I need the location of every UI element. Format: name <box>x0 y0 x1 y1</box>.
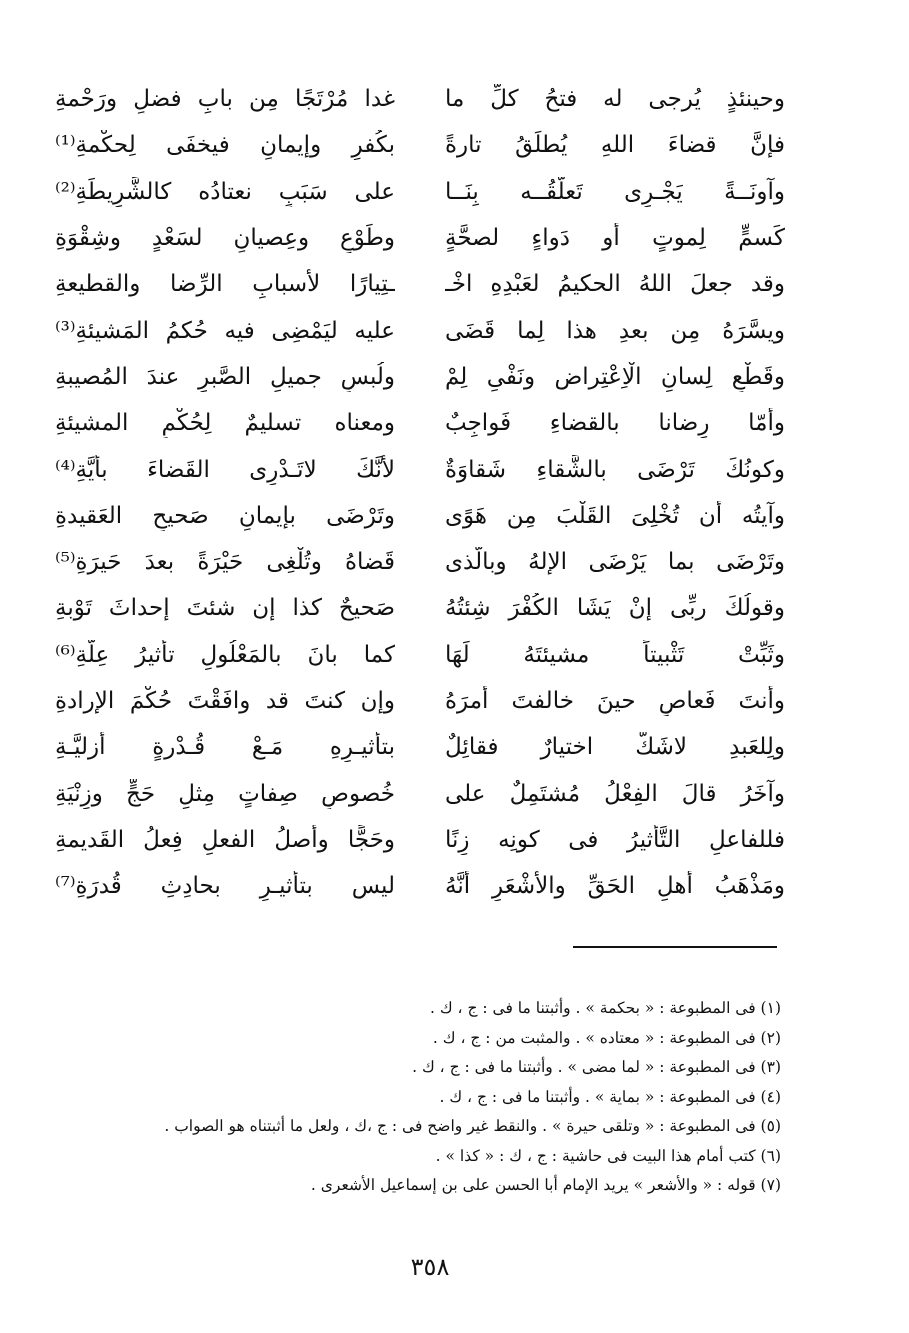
verse-line <box>55 724 785 770</box>
verse-second-hemistich: ولُبسِ جميلِ الصَّبرِ عندَ المُصيبةِ <box>55 363 395 390</box>
footnote: (١) فى المطبوعة : « بحكمة » . وأثبتنا ما فى : ج ، ك . <box>429 999 781 1017</box>
verse-second-hemistich: وحَجًّا وأصلُ الفعلِ فِعلُ القَديمةِ <box>55 826 395 853</box>
verse-second-hemistich: بكُفرٍ وإيمانٍ فيخفَى لِحكْمةِ⁽¹⁾ <box>55 132 395 159</box>
verse-line <box>55 169 785 215</box>
verse-second-hemistich: ـتِيارًا لأسبابِ الرِّضا والقطيعةِ <box>55 271 395 298</box>
verse-line <box>55 307 785 353</box>
verse-first-hemistich: ويسَّرَهُ مِن بعدِ هذا لِما قَضَى <box>445 317 785 344</box>
verse-first-hemistich: وثَبِّتْ تَثْبيتاً مشيئتَهُ لَهَا <box>445 641 785 668</box>
footnote: (٢) فى المطبوعة : « معتاده » . والمثبت من : ج ، ك . <box>432 1028 781 1047</box>
verse-first-hemistich: فإنَّ قضاءَ اللهِ يُطلَقُ تارةً <box>445 132 785 159</box>
verse-second-hemistich: عليه ليَمْضِى فيه حُكمُ المَشيئةِ⁽³⁾ <box>55 317 395 344</box>
verse-first-hemistich: وأمّا رِضانا بالقضاءِ فَواجِبٌ <box>445 410 785 437</box>
verse-first-hemistich: وكونُكَ تَرْضَى بالشَّقاءِ شَقاوَةٌ <box>445 456 785 483</box>
verse-second-hemistich: وطَوْعٍ وعِصيانٍ لسَعْدٍ وشِقْوَةِ <box>55 225 395 252</box>
verse-first-hemistich: وتَرْضَى بما يَرْضَى الإلهُ وبالَّذى <box>445 549 785 576</box>
verse-second-hemistich: ليس بتأثيـرٍ بحادِثِ قُدرَةِ⁽⁷⁾ <box>55 873 395 900</box>
verse-second-hemistich: لأنَّكَ لاتَـدْرِى القَضاءَ بأيَّةِ⁽⁴⁾ <box>55 456 395 483</box>
verse-first-hemistich: ولِلعَبدِ لاشَكَّ اختيارٌ فقائِلٌ <box>445 734 785 761</box>
footnotes <box>81 994 781 1201</box>
verse-first-hemistich: فللفاعلِ التَّأثيرُ فى كونِه زِنًا <box>445 826 785 853</box>
verse-first-hemistich: وآونَــةً يَجْـرِى تَعلُّقُــه بِنَــا <box>445 178 785 205</box>
footnote: (٣) فى المطبوعة : « لما مضى » . وأثبتنا ما فى : ج ، ك . <box>412 1058 781 1076</box>
verse-line <box>55 585 785 631</box>
footnote: (٥) فى المطبوعة : « وتلقى حيرة » . والنقط غير واضح فى : ج ،ك ، ولعل ما أثبتناه هو الصواب . <box>164 1117 781 1135</box>
verse-line <box>55 354 785 400</box>
verse-line <box>55 76 785 122</box>
verse-line <box>55 632 785 678</box>
verse-line <box>55 446 785 492</box>
verse-line <box>55 678 785 724</box>
verse-first-hemistich: وأنتَ فَعاصٍ حينَ خالفتَ أمرَهُ <box>445 688 785 714</box>
verse-line <box>55 770 785 816</box>
footnote: (٦) كتب أمام هذا البيت فى حاشية : ج ، ك : « كذا » . <box>435 1146 781 1165</box>
footnote: (٧) قوله : « والأشعر » يريد الإمام أبا الحسن على بن إسماعيل الأشعرى . <box>310 1176 781 1194</box>
verse-line <box>55 261 785 307</box>
verse-line <box>55 215 785 261</box>
verse-second-hemistich: وإن كنتَ قد وافَقْتَ حُكْمَ الإرادةِ <box>55 688 395 714</box>
footnote: (٤) فى المطبوعة : « بماية » . وأثبتنا ما فى : ج ، ك . <box>439 1087 781 1106</box>
verse-first-hemistich: وقَطْعِ لِسانِ الْاِعْتِراضِ ونَفْىِ لِمْ <box>445 363 785 390</box>
footnote-separator <box>573 946 777 948</box>
verse-second-hemistich: على سَبَبٍ نعتادُه كالشَّرِيطَةِ⁽²⁾ <box>55 178 395 205</box>
verse-second-hemistich: خُصوصِ صِفاتٍ مِثلِ حَجٍّ وزِنْيَةِ <box>55 780 395 807</box>
verse-second-hemistich: ومعناه تسليمٌ لِحُكْمِ المشيئةِ <box>55 410 395 437</box>
page-number: ٣٥٨ <box>410 1253 450 1281</box>
verse-first-hemistich: وحينئذٍ يُرجى له فتحُ كلِّ ما <box>445 86 785 113</box>
verse-second-hemistich: قَضاهُ وتُلْغِى حَيْرَةً بعدَ حَيرَةِ⁽⁵⁾ <box>55 549 395 576</box>
verse-line <box>55 400 785 446</box>
verse-second-hemistich: كما بانَ بالمَعْلُولِ تأثيرُ عِلَّةِ⁽⁶⁾ <box>55 641 395 668</box>
verse-line <box>55 122 785 168</box>
verse-second-hemistich: صَحيحٌ كذا إن شئتَ إحداثَ تَوْبةِ <box>55 595 395 622</box>
verse-line <box>55 539 785 585</box>
verse-line <box>55 493 785 539</box>
verse-line <box>55 817 785 863</box>
verse-second-hemistich: وتَرْضَى بإيمانٍ صَحيحِ العَقيدةِ <box>55 502 395 529</box>
verse-first-hemistich: كَسمٍّ لِموتٍ أو دَواءٍ لصحَّةٍ <box>445 225 785 252</box>
verse-second-hemistich: بتأثيـرِهِ مَـعْ قُـدْرةٍ أزليَّـةِ <box>55 734 395 761</box>
verse-second-hemistich: غدا مُرْتَجًا مِن بابِ فضلٍ ورَحْمةِ <box>55 86 395 113</box>
verse-first-hemistich: وقولُكَ ربِّى إنْ يَشَا الكُفْرَ شِئتُهُ <box>445 595 785 622</box>
verse-line <box>55 863 785 909</box>
poem-verses <box>55 76 785 909</box>
verse-first-hemistich: وآيتُه أن تُخْلِىَ القَلْبَ مِن هَوًى <box>445 502 785 529</box>
verse-first-hemistich: وآخَرُ قالَ الفِعْلُ مُشتَمِلٌ على <box>445 780 785 807</box>
verse-first-hemistich: وقد جعلَ اللهُ الحكيمُ لعَبْدِهِ اخْـ <box>445 271 785 298</box>
verse-first-hemistich: ومَذْهَبُ أهلِ الحَقِّ والأَشْعَرِ أنَّهُ <box>445 873 785 900</box>
